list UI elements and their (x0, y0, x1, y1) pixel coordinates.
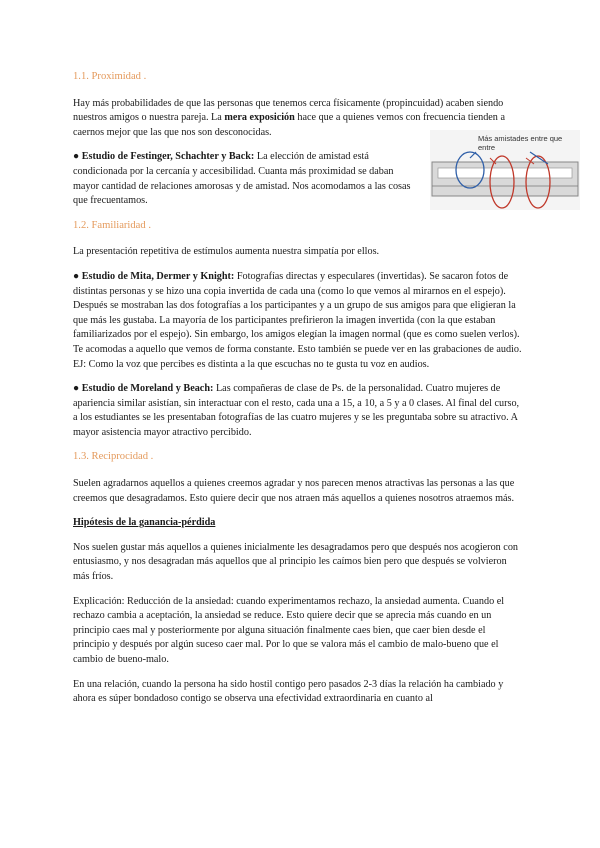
mita-paragraph (73, 270, 523, 372)
festinger-text: La elección de amistad está condicionada por la cercanía y accesibilidad. Cuanta más proximidad se daban mayor cantidad de relaciones amorosas y de amistad. Nos acomodamos a las cosas que frecuentamos. (73, 151, 411, 207)
hipotesis-paragraph: Nos suelen gustar más aquellos a quienes inicialmente les desagradamos pero que después nos acogieron con entusiasmo, y nos desagradan más aquellos que al principio les caímos bien pero que después se volvieron más fríos. (73, 541, 519, 583)
proximidad-text-tail: hace que a quienes vemos con frecuencia tienden a caernos mejor que las que nos son desconocidas. (73, 112, 505, 138)
mita-text: Fotografías directas y especulares (invertidas). Se sacaron fotos de distintas personas y se hizo una copia invertida de cada una (como lo que vemos al mirarnos en el espejo). Después se mostraban las dos fotografías a los participantes y a un grupo de sus amigos para que eligieran la que más les gustaba. La mayoría de los participantes prefirieron la imagen invertida (con la que estaban familiarizados por el espejo). Sin embargo, los amigos elegían la imagen normal (que es como suelen verlos). Te acomodas a aquello que vemos de forma constante. Esto también se puede ver en las grabaciones de audio. EJ: Como la voz que percibes es distinta a la que escuchas no te gusta tu voz en audios. (73, 270, 522, 370)
proximidad-text: Hay más probabilidades de que las personas que tenemos cerca físicamente (propincuidad) acaben siendo nuestros amigos o nuestra pareja. La (73, 97, 504, 124)
figure-caption: Más amistades entre que entre (478, 134, 563, 152)
festinger-paragraph (73, 150, 413, 208)
moreland-label: ● Estudio de Moreland y Beach: (73, 383, 214, 395)
hipotesis-subtitle: Hipótesis de la ganancia-pérdida (73, 517, 216, 529)
mita-label: ● Estudio de Mita, Dermer y Knight: (73, 270, 235, 282)
festinger-label: ● Estudio de Festinger, Schachter y Back: (73, 151, 255, 163)
section-heading-reciprocidad: 1.3. Reciprocidad . (73, 451, 154, 463)
mera-exposicion-term: mera exposición (224, 112, 295, 124)
familiaridad-paragraph: La presentación repetitiva de estímulos aumenta nuestra simpatía por ellos. (73, 246, 380, 258)
moreland-text: Las compañeras de clase de Ps. de la personalidad. Cuatro mujeres de apariencia similar asistían, sin interactuar con el resto, cada una a 15, a 10, a 5 y a 0 clases. Al final del curso, a los estudiantes se les presentaban fotografías de las cuatro mujeres y se les preguntaba sobre su atractivo. A mayor asistencia mayor atractivo percibido. (73, 383, 520, 438)
section-heading-familiaridad: 1.2. Familiaridad . (73, 219, 151, 231)
train-figure (430, 130, 580, 210)
relacion-paragraph: En una relación, cuando la persona ha sido hostil contigo pero pasados 2-3 días la relación ha cambiado y ahora es súper bondadoso contigo se observa una efectividad extraordinaria en cuanto al (73, 678, 504, 705)
moreland-paragraph (73, 382, 523, 440)
reciprocidad-paragraph: Suelen agradarnos aquellos a quienes creemos agradar y nos parecen menos atractivas las personas a las que creemos que desagradamos. Esto quiere decir que nos atraen más aquellos a quienes nosotros atraemos más. (73, 478, 515, 504)
explicacion-paragraph: Explicación: Reducción de la ansiedad: cuando experimentamos rechazo, la ansiedad aumenta. Cuando el rechazo cambia a aceptación, la ansiedad se reduce. Esto quiere decir que se aprecia más cuando en un principio caes mal y posteriormente por alguna situación finalmente caes bien, que caer bien desde el principio y después por algún suceso caer mal. Por lo que se valora más el cambio de malo-bueno que el cambio de bueno-malo. (73, 595, 505, 665)
section-heading-proximidad: 1.1. Proximidad . (73, 71, 147, 82)
